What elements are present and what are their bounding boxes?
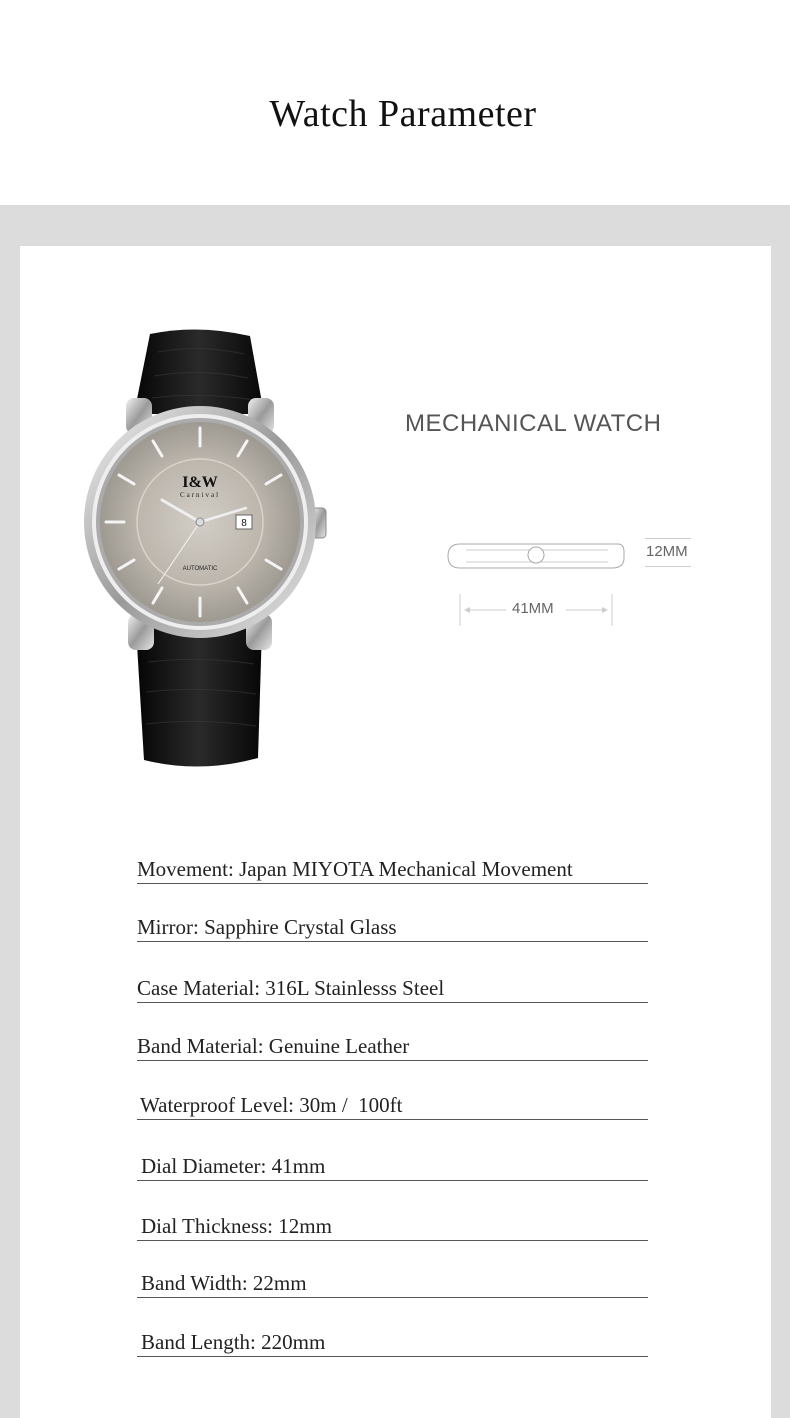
spec-case-material: Case Material: 316L Stainlesss Steel xyxy=(137,975,648,1003)
spec-waterproof: Waterproof Level: 30m / 100ft xyxy=(137,1092,648,1120)
bottom-strap xyxy=(136,628,262,767)
watch-type-label: MECHANICAL WATCH xyxy=(405,410,662,437)
thickness-label: 12MM xyxy=(646,543,688,560)
spec-band-length: Band Length: 220mm xyxy=(137,1329,648,1357)
width-label: 41MM xyxy=(512,600,554,617)
spec-mirror: Mirror: Sapphire Crystal Glass xyxy=(137,914,648,942)
dial-brand: I&W xyxy=(182,474,218,491)
top-strap xyxy=(134,329,264,414)
spec-movement: Movement: Japan MIYOTA Mechanical Movement xyxy=(137,856,648,884)
spec-band-material: Band Material: Genuine Leather xyxy=(137,1033,648,1061)
date-window-text: 8 xyxy=(241,518,247,529)
spec-band-width: Band Width: 22mm xyxy=(137,1270,648,1298)
watch-photo xyxy=(78,322,330,770)
spec-dial-thickness: Dial Thickness: 12mm xyxy=(137,1213,648,1241)
thickness-top-line xyxy=(645,538,691,539)
dial-label: AUTOMATIC xyxy=(182,566,218,572)
spec-dial-diameter: Dial Diameter: 41mm xyxy=(137,1153,648,1181)
thickness-bottom-line xyxy=(645,566,691,567)
page-title: Watch Parameter xyxy=(269,93,537,135)
dial-sub: Carnival xyxy=(179,491,221,499)
